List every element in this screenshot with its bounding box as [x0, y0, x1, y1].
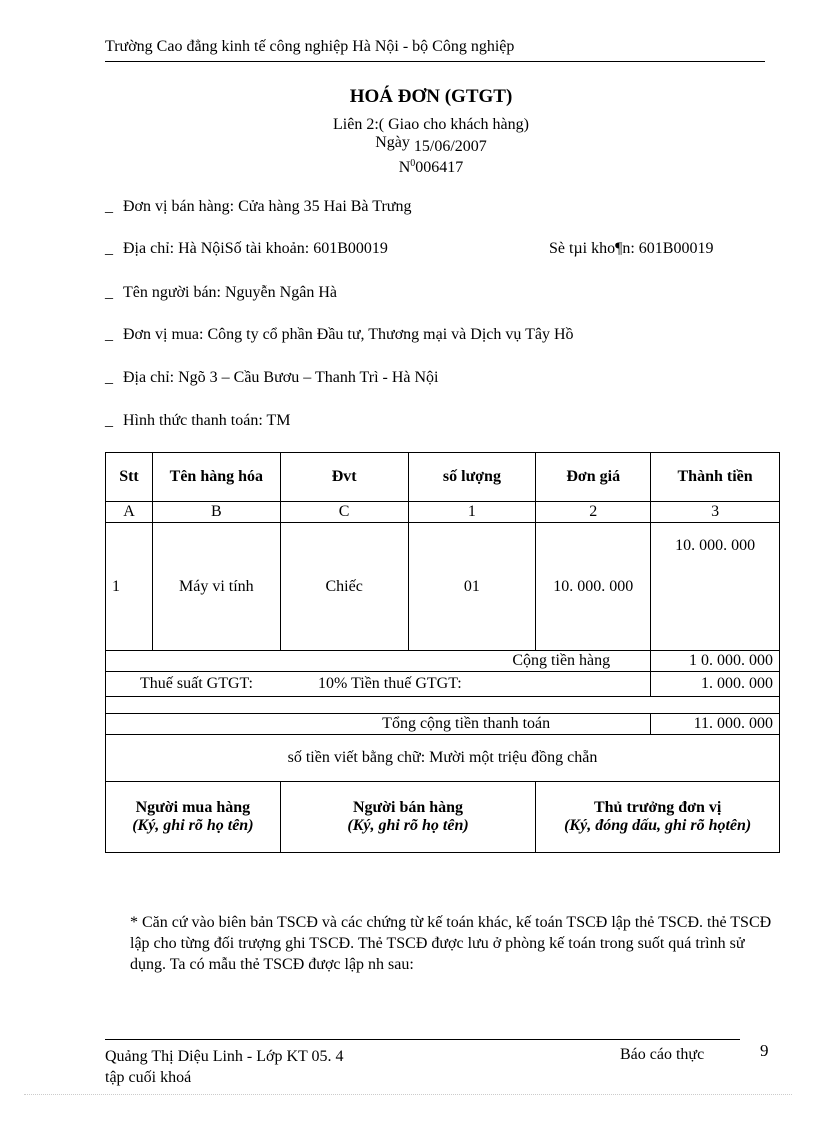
signature-buyer	[106, 782, 281, 853]
seller-address-text: Địa chỉ: Hà NộiSố tài khoản: 601B00019	[123, 240, 388, 257]
row-stt: 1	[106, 523, 153, 651]
buyer-unit: _ Đơn vị mua: Công ty cổ phần Đầu tư, Thương mại và Dịch vụ Tây Hồ	[105, 326, 574, 343]
signature-seller-note: (Ký, ghi rõ họ tên)	[347, 817, 469, 834]
amount-in-words: số tiền viết bằng chữ: Mười một triệu đồng chẵn	[106, 735, 780, 782]
invoice-table	[105, 452, 780, 853]
col-header: Tên hàng hóa	[152, 453, 280, 502]
buyer-address-text: Địa chỉ: Ngõ 3 – Cầu Bươu – Thanh Trì - Hà Nội	[123, 369, 439, 386]
number-value: 006417	[415, 159, 464, 176]
invoice-number	[0, 159, 816, 177]
total-row	[106, 714, 780, 735]
payment-method-text: Hình thức thanh toán: TM	[123, 412, 291, 429]
total-value: 11. 000. 000	[651, 714, 780, 735]
note-paragraph: * Căn cứ vào biên bản TSCĐ và các chứng từ kế toán khác, kế toán TSCĐ lập thẻ TSCĐ. thẻ TSCĐ lập cho từng đối trượng ghi TSCĐ. Thẻ TSCĐ được lưu ở phòng kế toán trong suốt quá trình sử dụng. Ta có mẫu thẻ TSCĐ được lập nh sau:	[130, 914, 772, 973]
footer-divider	[105, 1039, 740, 1040]
row-name: Máy vi tính	[152, 523, 280, 651]
spacer-cell	[106, 697, 780, 714]
seller-address: _ Địa chỉ: Hà NộiSố tài khoản: 601B00019	[105, 240, 388, 257]
row-qty: 01	[408, 523, 536, 651]
vat-value: 1. 000. 000	[651, 672, 780, 697]
col-code: 2	[536, 502, 651, 523]
amount-in-words-row	[106, 735, 780, 782]
vat-labels	[106, 672, 651, 697]
signature-head-note: (Ký, đóng dấu, ghi rõ họtên)	[564, 817, 752, 834]
subtotal-label: Cộng tiền hàng	[106, 651, 651, 672]
col-code: B	[152, 502, 280, 523]
buyer-unit-text: Đơn vị mua: Công ty cổ phần Đầu tư, Thương mại và Dịch vụ Tây Hồ	[123, 326, 574, 343]
date-value: 15/06/2007	[413, 138, 487, 155]
col-code: 3	[651, 502, 780, 523]
col-header: Stt	[106, 453, 153, 502]
table-row	[106, 523, 780, 651]
col-header: số lượng	[408, 453, 536, 502]
payment-method: _ Hình thức thanh toán: TM	[105, 412, 291, 429]
page-bottom-dotted	[24, 1094, 792, 1095]
table-code-row	[106, 502, 780, 523]
vat-row	[106, 672, 780, 697]
seller-name-text: Tên người bán: Nguyễn Ngân Hà	[123, 284, 337, 301]
page-number: 9	[760, 1041, 769, 1060]
col-code: C	[280, 502, 408, 523]
subtotal-row	[106, 651, 780, 672]
vat-label: 10% Tiền thuế GTGT:	[318, 675, 462, 692]
invoice-title: HOÁ ĐƠN (GTGT)	[349, 86, 513, 107]
invoice-date	[0, 134, 816, 156]
signature-seller-title: Người bán hàng	[353, 799, 464, 816]
subtotal-value: 1 0. 000. 000	[651, 651, 780, 672]
footer-report: Báo cáo thực	[620, 1046, 705, 1063]
account-alt: Sè tµi kho¶n: 601B00019	[549, 240, 714, 257]
row-amount: 10. 000. 000	[651, 523, 780, 651]
col-header: Đơn giá	[536, 453, 651, 502]
seller-unit-text: Đơn vị bán hàng: Cửa hàng 35 Hai Bà Trưng	[123, 198, 412, 215]
spacer-row	[106, 697, 780, 714]
date-label: Ngày	[375, 134, 410, 151]
signature-seller	[280, 782, 536, 853]
total-label: Tổng cộng tiền thanh toán	[106, 714, 651, 735]
number-sup: 0	[410, 158, 416, 169]
row-unit: Chiếc	[280, 523, 408, 651]
row-price: 10. 000. 000	[536, 523, 651, 651]
table-header-row	[106, 453, 780, 502]
col-header: Đvt	[280, 453, 408, 502]
header-divider	[105, 61, 765, 62]
page-header: Trường Cao đẳng kinh tế công nghiệp Hà Nội - bộ Công nghiệp	[105, 38, 515, 55]
col-header: Thành tiền	[651, 453, 780, 502]
col-code: 1	[408, 502, 536, 523]
footer-author-line2: tập cuối khoá	[105, 1069, 192, 1086]
seller-name: _ Tên người bán: Nguyễn Ngân Hà	[105, 284, 337, 301]
signature-buyer-title: Người mua hàng	[135, 799, 251, 816]
footer-author	[105, 1046, 344, 1088]
invoice-copy: Liên 2:( Giao cho khách hàng)	[333, 116, 529, 133]
buyer-address: _ Địa chỉ: Ngõ 3 – Cầu Bươu – Thanh Trì - Hà Nội	[105, 369, 439, 386]
signature-head-title: Thủ trưởng đơn vị	[593, 799, 722, 816]
signature-row	[106, 782, 780, 853]
number-prefix: N	[398, 159, 411, 176]
footer-author-line1: Quảng Thị Diệu Linh - Lớp KT 05. 4	[105, 1048, 344, 1065]
signature-buyer-note: (Ký, ghi rõ họ tên)	[132, 817, 254, 834]
seller-unit: _ Đơn vị bán hàng: Cửa hàng 35 Hai Bà Trưng	[105, 198, 412, 215]
col-code: A	[106, 502, 153, 523]
vat-rate-label: Thuế suất GTGT:	[140, 675, 253, 692]
signature-head	[536, 782, 780, 853]
